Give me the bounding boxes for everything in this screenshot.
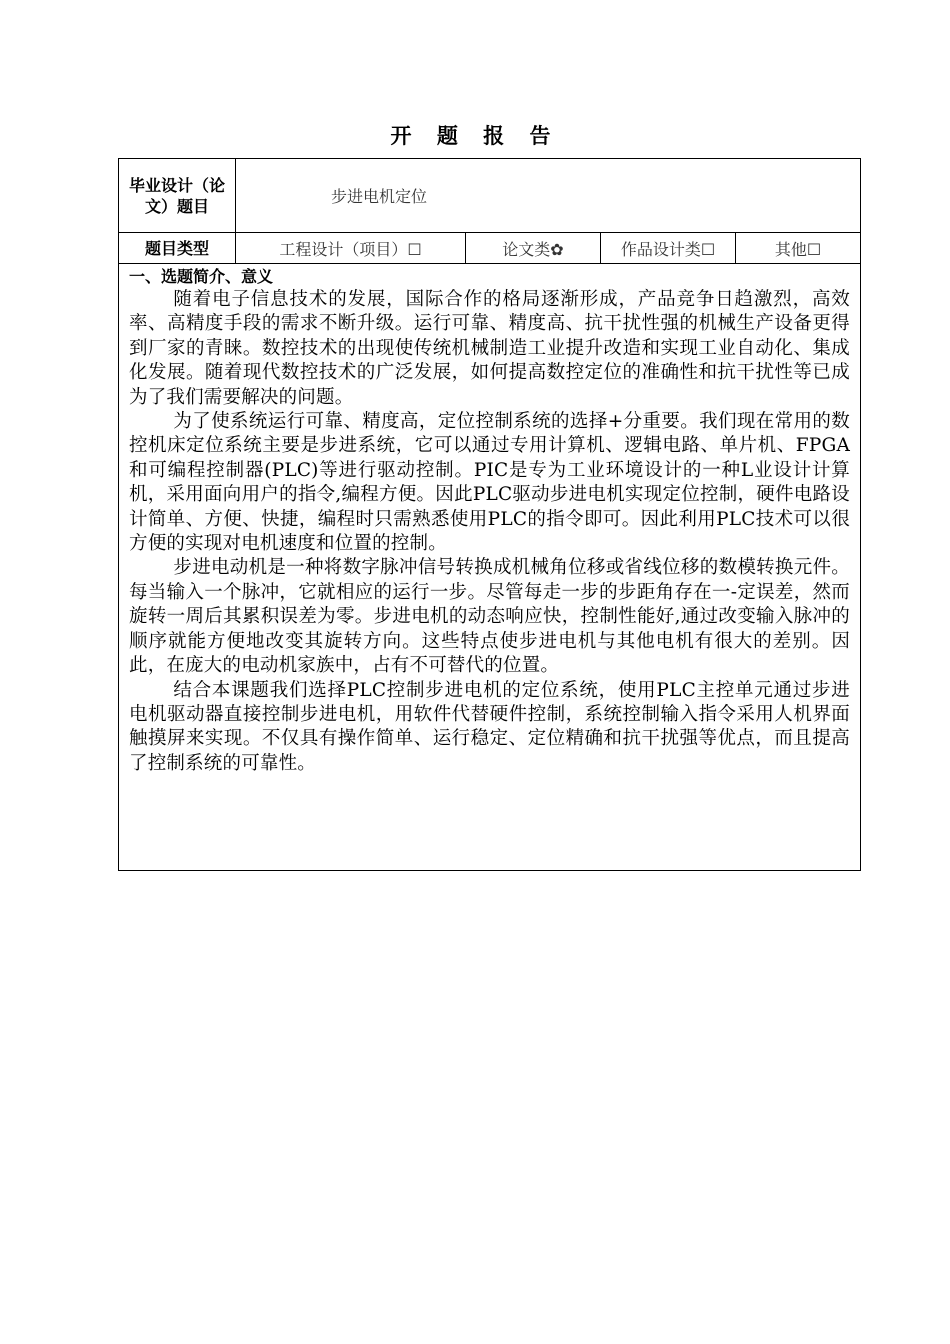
content-row <box>119 264 861 871</box>
checkbox-icon[interactable]: ☐ <box>407 239 422 259</box>
paragraph-2: 为了使系统运行可靠、精度高，定位控制系统的选择+分重要。我们现在常用的数控机床定位系统主要是步进系统，它可以通过专用计算机、逻辑电路、单片机、FPGA和可编程控制器(PLC)等进行驱动控制。PIC是专为工业环境设计的一种L业设计计算机，采用面向用户的指令,编程方便。因此PLC驱动步进电机实现定位控制，硬件电路设计简单、方便、快捷，编程时只需熟悉使用PLC的指令即可。因此利用PLC技术可以很方便的实现对电机速度和位置的控制。 <box>129 411 851 555</box>
option-label: 工程设计（项目） <box>279 239 408 259</box>
checkbox-icon[interactable]: ☐ <box>806 239 822 259</box>
paragraph-3: 步进电动机是一种将数字脉冲信号转换成机械角位移或省线位移的数模转换元件。每当输入一个脉冲，它就相应的运行一步。尽管每走一步的步距角存在一-定误差，然而旋转一周后其累积误差为零。步进电机的动态响应快，控制性能好,通过改变输入脉冲的顺序就能方便地改变其旋转方向。这些特点使步进电机与其他电机有很大的差别。因此，在庞大的电动机家族中，占有不可替代的位置。 <box>129 557 851 677</box>
option-label: 其他 <box>774 239 807 259</box>
section-content <box>119 264 861 871</box>
section-heading: 一、选题简介、意义 <box>129 267 274 286</box>
option-label: 作品设计类 <box>620 239 701 259</box>
topic-row <box>119 159 861 233</box>
checkbox-icon[interactable]: ☐ <box>700 239 716 259</box>
topic-label: 毕业设计（论文）题目 <box>119 159 236 233</box>
type-label: 题目类型 <box>119 233 236 264</box>
paragraph-4: 结合本课题我们选择PLC控制步进电机的定位系统，使用PLC主控单元通过步进电机驱动器直接控制步进电机，用软件代替硬件控制，系统控制输入指令采用人机界面触摸屏来实现。不仅具有操作简单、运行稳定、定位精确和抗干扰强等优点，而且提高了控制系统的可靠性。 <box>129 679 851 774</box>
flower-mark-icon[interactable]: ✿ <box>550 239 564 259</box>
page-title: 开 题 报 告 <box>390 124 560 148</box>
option-label: 论文类 <box>502 239 551 259</box>
paragraph-1: 随着电子信息技术的发展，国际合作的格局逐渐形成，产品竞争日趋激烈，高效率、高精度手段的需求不断升级。运行可靠、精度高、抗干扰性强的机械生产设备更得到厂家的青睐。数控技术的出现使传统机械制造工业提升改造和实现工业自动化、集成化发展。随着现代数控技术的广泛发展，如何提高数控定位的准确性和抗干扰性等已成为了我们需要解决的问题。 <box>129 289 851 408</box>
type-row <box>119 233 861 264</box>
topic-value: 步进电机定位 <box>236 159 861 233</box>
type-option-thesis[interactable] <box>466 233 601 264</box>
proposal-table <box>118 158 861 871</box>
type-option-engineering[interactable] <box>236 233 466 264</box>
type-option-work-design[interactable] <box>601 233 736 264</box>
type-option-other[interactable] <box>736 233 861 264</box>
